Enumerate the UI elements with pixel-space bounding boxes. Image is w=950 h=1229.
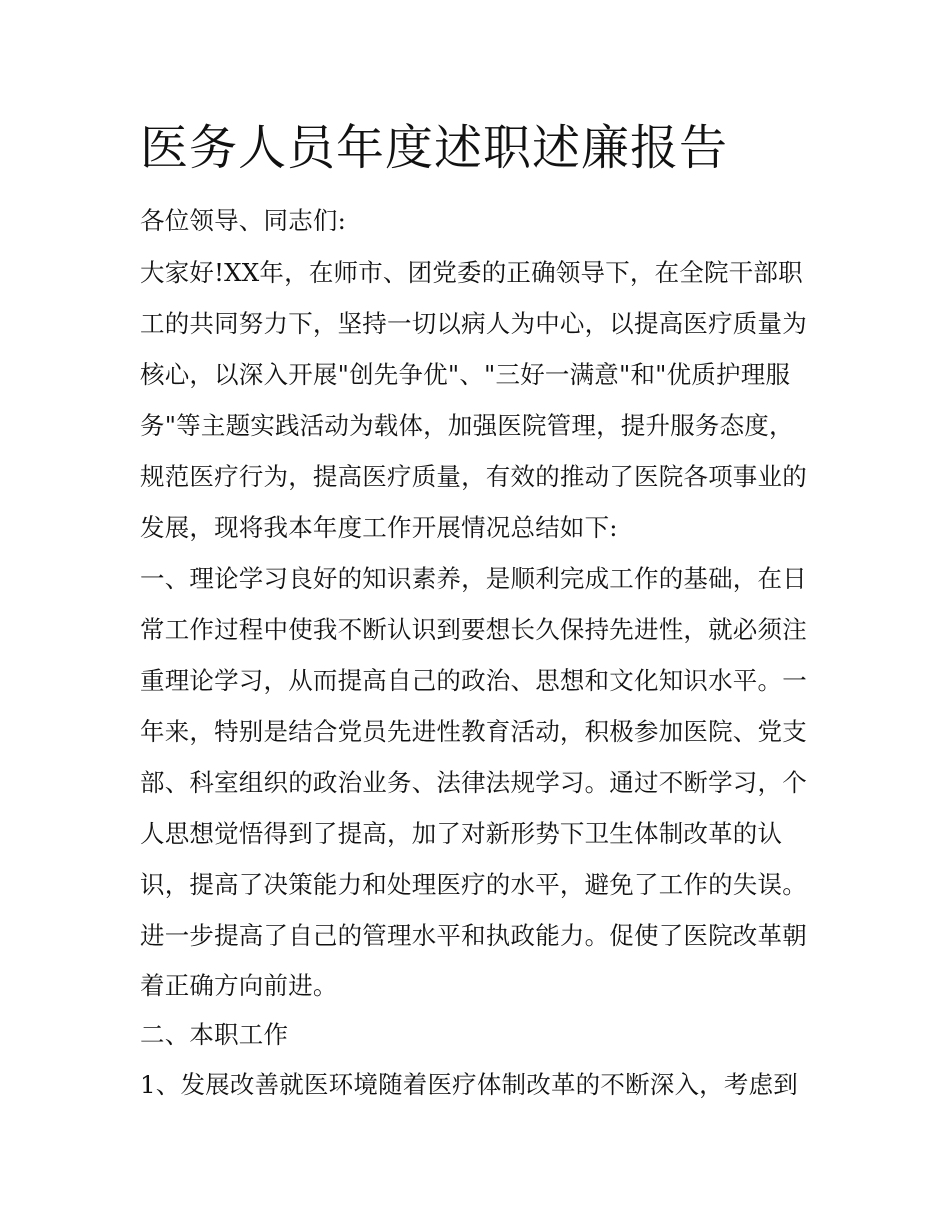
paragraph-line: 规范医疗行为，提高医疗质量，有效的推动了医院各项事业的 [140, 462, 807, 491]
paragraph-line: 识，提高了决策能力和处理医疗的水平，避免了工作的失误。 [140, 870, 807, 899]
paragraph-line: 人思想觉悟得到了提高，加了对新形势下卫生体制改革的认 [140, 819, 783, 848]
paragraph-line: 大家好!XX年，在师市、团党委的正确领导下，在全院干部职 [140, 258, 803, 287]
paragraph-line: 进一步提高了自己的管理水平和执政能力。促使了医院改革朝 [140, 921, 807, 950]
paragraph-line: 发展，现将我本年度工作开展情况总结如下: [140, 513, 618, 542]
paragraph-line: 1、发展改善就医环境随着医疗体制改革的不断深入，考虑到 [140, 1070, 798, 1099]
salutation: 各位领导、同志们: [140, 206, 347, 235]
paragraph-line: 重理论学习，从而提高自己的政治、思想和文化知识水平。一 [140, 666, 807, 695]
section-heading-2: 二、本职工作 [140, 1020, 289, 1049]
paragraph-line: 部、科室组织的政治业务、法律法规学习。通过不断学习，个 [140, 768, 807, 797]
paragraph-line: 常工作过程中使我不断认识到要想长久保持先进性，就必须注 [140, 615, 807, 644]
paragraph-line: 年来，特别是结合党员先进性教育活动，积极参加医院、党支 [140, 717, 807, 746]
paragraph-line: 务"等主题实践活动为载体，加强医院管理，提升服务态度， [140, 411, 794, 440]
paragraph-line: 核心，以深入开展"创先争优"、"三好一满意"和"优质护理服 [140, 360, 791, 389]
paragraph-line: 着正确方向前进。 [140, 971, 338, 1000]
section-heading-1-line: 一、理论学习良好的知识素养，是顺利完成工作的基础，在日 [140, 564, 807, 593]
paragraph-line: 工的共同努力下，坚持一切以病人为中心，以提高医疗质量为 [140, 309, 807, 338]
document-title: 医务人员年度述职述廉报告 [140, 120, 729, 176]
